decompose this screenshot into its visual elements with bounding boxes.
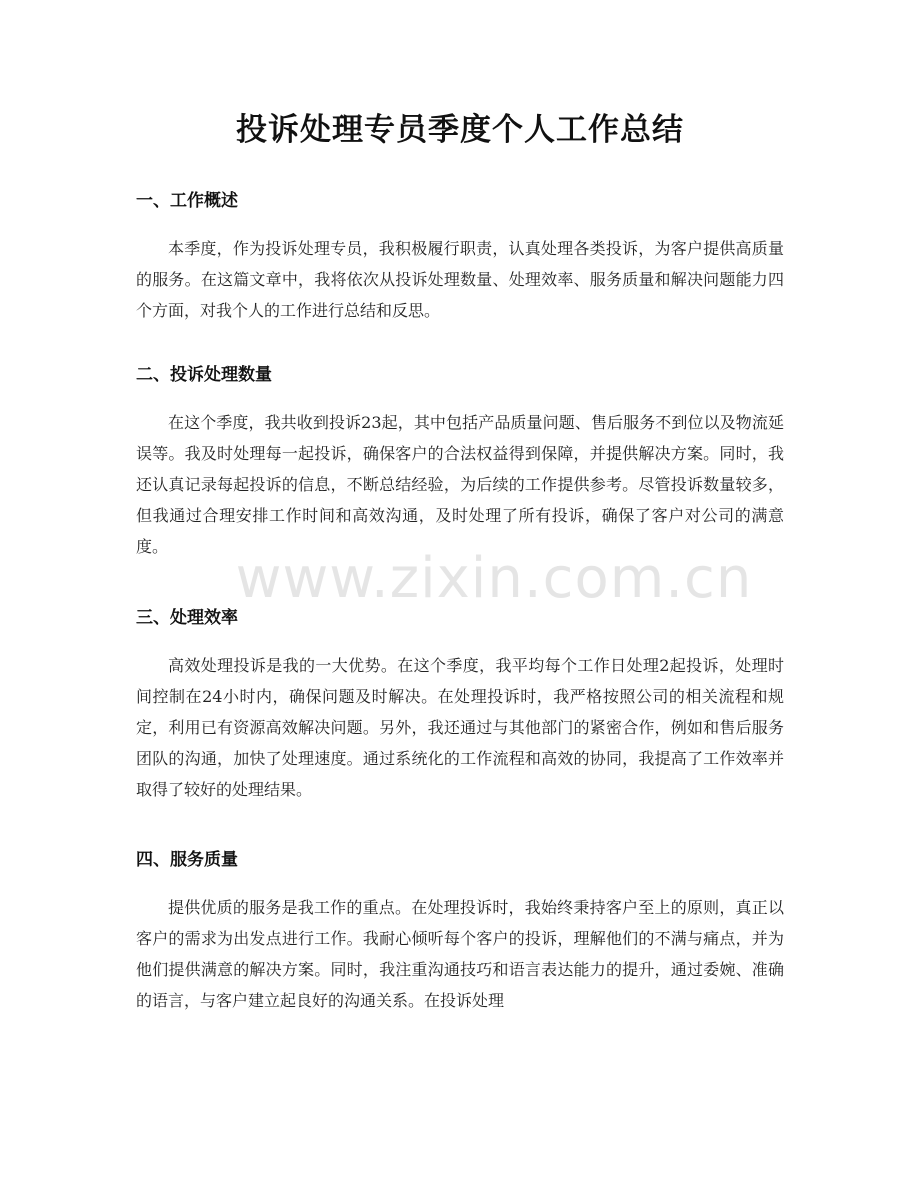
section-complaint-count xyxy=(136,363,784,562)
section-heading: 二、投诉处理数量 xyxy=(136,365,272,385)
section-service-quality xyxy=(136,848,784,1016)
section-efficiency xyxy=(136,606,784,805)
section-heading: 四、服务质量 xyxy=(136,850,238,870)
section-paragraph: 提供优质的服务是我工作的重点。在处理投诉时，我始终秉持客户至上的原则，真正以客户的需求为出发点进行工作。我耐心倾听每个客户的投诉，理解他们的不满与痛点，并为他们提供满意的解决方案。同时，我注重沟通技巧和语言表达能力的提升，通过委婉、准确的语言，与客户建立起良好的沟通关系。在投诉处理 xyxy=(136,898,784,1010)
section-paragraph: 本季度，作为投诉处理专员，我积极履行职责，认真处理各类投诉，为客户提供高质量的服务。在这篇文章中，我将依次从投诉处理数量、处理效率、服务质量和解决问题能力四个方面，对我个人的工作进行总结和反思。 xyxy=(136,239,784,320)
document-title: 投诉处理专员季度个人工作总结 xyxy=(236,112,684,148)
section-heading: 一、工作概述 xyxy=(136,191,238,211)
section-paragraph: 高效处理投诉是我的一大优势。在这个季度，我平均每个工作日处理2起投诉，处理时间控制在24小时内，确保问题及时解决。在处理投诉时，我严格按照公司的相关流程和规定，利用已有资源高效解决问题。另外，我还通过与其他部门的紧密合作，例如和售后服务团队的沟通，加快了处理速度。通过系统化的工作流程和高效的协同，我提高了工作效率并取得了较好的处理结果。 xyxy=(136,656,784,799)
section-work-overview xyxy=(136,189,784,326)
section-heading: 三、处理效率 xyxy=(136,608,238,628)
section-paragraph: 在这个季度，我共收到投诉23起，其中包括产品质量问题、售后服务不到位以及物流延误等。我及时处理每一起投诉，确保客户的合法权益得到保障，并提供解决方案。同时，我还认真记录每起投诉的信息，不断总结经验，为后续的工作提供参考。尽管投诉数量较多，但我通过合理安排工作时间和高效沟通，及时处理了所有投诉，确保了客户对公司的满意度。 xyxy=(136,413,784,556)
watermark: www.zixin.com.cn xyxy=(235,546,753,611)
